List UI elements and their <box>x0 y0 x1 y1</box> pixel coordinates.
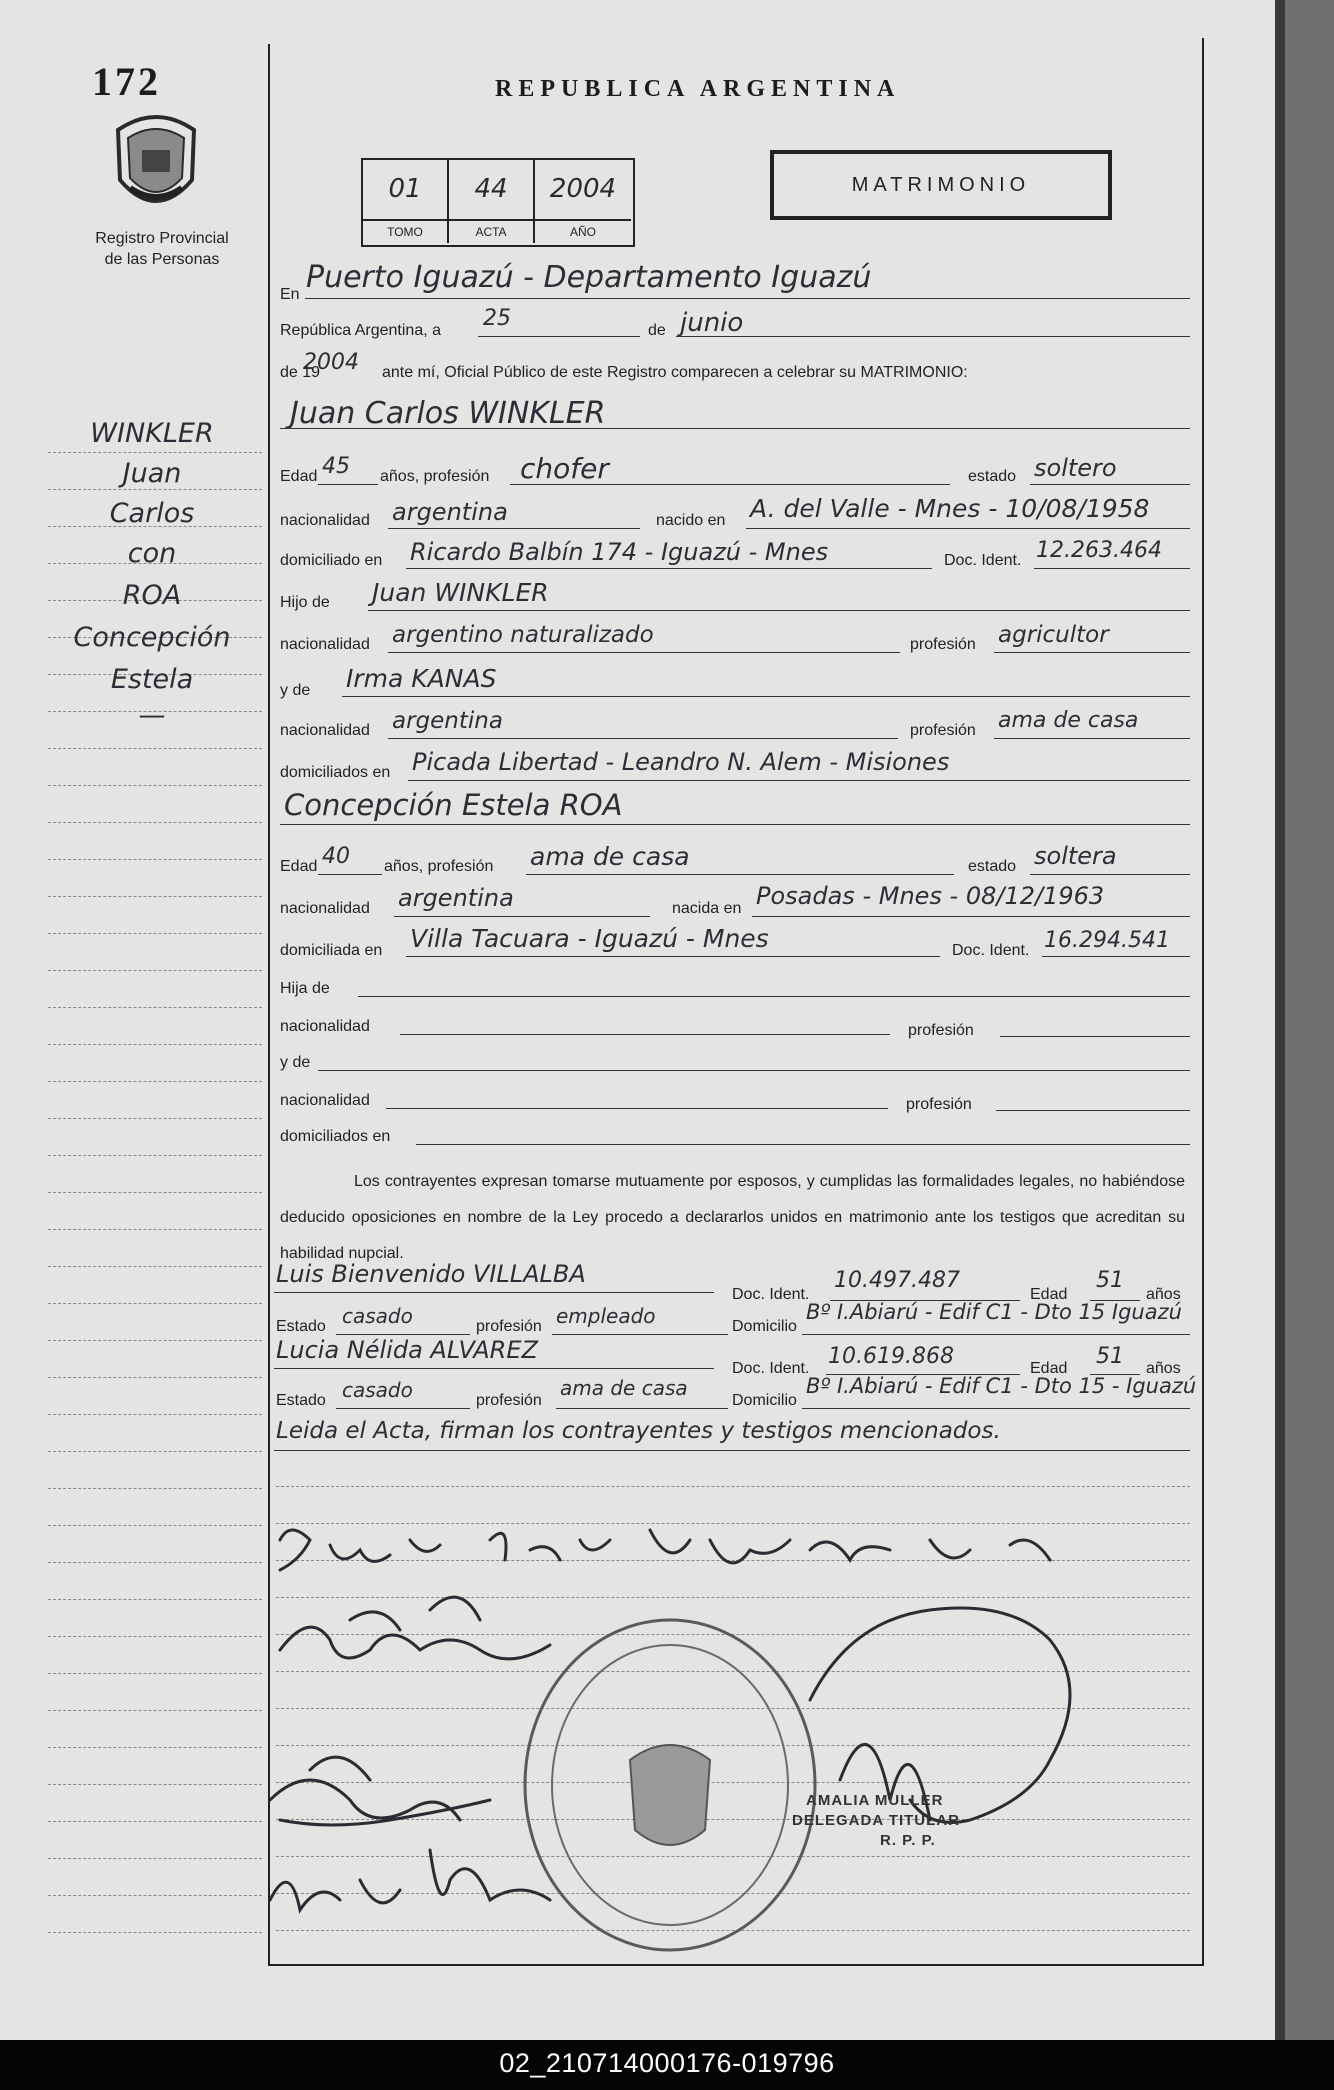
profesion1-line <box>510 484 950 485</box>
label-edad2: Edad <box>280 858 318 875</box>
label-anos-profesion1: años, profesión <box>380 468 490 485</box>
acta-cell <box>449 160 535 243</box>
testigo1-domicilio: Bº I.Abiarú - Edif C1 - Dto 15 Iguazú <box>806 1300 1182 1324</box>
bottom-border-line <box>268 1964 1204 1966</box>
contrayente1-domicilio: Ricardo Balbín 174 - Iguazú - Mnes <box>410 538 829 566</box>
margin-name2: Carlos <box>109 498 195 529</box>
domicilio1-line <box>406 568 932 569</box>
label-nacionalidad-padre: nacionalidad <box>280 636 370 653</box>
acta-label: ACTA <box>449 219 533 243</box>
nac4-line <box>386 1108 888 1109</box>
label-hijo-de: Hijo de <box>280 594 330 611</box>
contrayente1-profesion: chofer <box>520 452 609 485</box>
closing-line <box>274 1450 1190 1451</box>
testigo1-estado-line <box>336 1334 470 1335</box>
label-domicilio-t2: Domicilio <box>732 1392 797 1409</box>
estado1-line <box>1030 484 1190 485</box>
label-edad-t1: Edad <box>1030 1286 1068 1303</box>
testigo2-domicilio-line <box>802 1408 1190 1409</box>
contrayente1-estado: soltero <box>1034 454 1117 482</box>
hija-de-line <box>358 996 1190 997</box>
ruled-line <box>48 970 262 971</box>
contrayente2-domicilio: Villa Tacuara - Iguazú - Mnes <box>410 924 769 953</box>
footer-bar <box>0 2040 1334 2090</box>
label-doc-t2: Doc. Ident. <box>732 1360 810 1377</box>
lugar-line <box>305 298 1190 299</box>
dia-line <box>478 336 640 337</box>
edad1-line <box>318 484 378 485</box>
label-nacido-en: nacido en <box>656 512 726 529</box>
ruled-line <box>276 1486 1190 1487</box>
ruled-line <box>48 1784 262 1785</box>
declaration-text: Los contrayentes expresan tomarse mutuamente por esposos, y cumplidas las formalidades legales, no habiéndose deducido oposiciones en nombre de la Ley procedo a declararlos unidos en matrimonio ante los testigos que acreditan su habilidad nupcial. <box>280 1173 1185 1262</box>
madre-nac-line <box>388 738 898 739</box>
testigo1-doc: 10.497.487 <box>834 1268 960 1293</box>
contrayente1-nombre: Juan Carlos WINKLER <box>290 396 606 431</box>
acta-value: 44 <box>474 174 508 204</box>
testigo2-estado: casado <box>342 1378 413 1402</box>
testigo1-profesion-line <box>552 1334 728 1335</box>
testigo2-edad: 51 <box>1096 1344 1124 1369</box>
lugar-value: Puerto Iguazú - Departamento Iguazú <box>306 260 872 295</box>
label-anos-profesion2: años, profesión <box>384 858 494 875</box>
signatures-graphic <box>250 1500 1200 1960</box>
ruled-line <box>48 1044 262 1045</box>
registro-emblem-icon <box>108 110 204 220</box>
ruled-line <box>48 1562 262 1563</box>
contrayente2-doc: 16.294.541 <box>1044 928 1170 953</box>
ruled-line <box>48 1636 262 1637</box>
padre-line <box>368 610 1190 611</box>
prof3-line <box>1000 1036 1190 1037</box>
nacido-line <box>746 528 1190 529</box>
nac1-line <box>388 528 640 529</box>
label-profesion4: profesión <box>906 1096 972 1113</box>
ruled-line <box>48 1488 262 1489</box>
padre-prof-line <box>994 652 1190 653</box>
contrayente2-edad: 40 <box>322 844 350 869</box>
margin-name4: Estela <box>110 664 194 695</box>
label-domiciliados-en2: domiciliados en <box>280 1128 391 1145</box>
testigo1-edad: 51 <box>1096 1268 1124 1293</box>
acta-box <box>361 158 635 247</box>
closing-text: Leida el Acta, firman los contrayentes y testigos mencionados. <box>276 1418 1001 1444</box>
padre-nombre: Juan WINKLER <box>372 578 549 607</box>
edad2-line <box>318 874 382 875</box>
ruled-line <box>48 452 262 453</box>
testigo2-doc: 10.619.868 <box>828 1344 954 1369</box>
testigo1-nombre: Luis Bienvenido VILLALBA <box>276 1260 586 1288</box>
stamp-name: AMALIA MULLER <box>806 1792 944 1809</box>
contrayente2-nombre-line <box>280 824 1190 825</box>
label-estado-t2: Estado <box>276 1392 326 1409</box>
contrayente2-nacionalidad: argentina <box>398 884 514 912</box>
contrayente2-nacida: Posadas - Mnes - 08/12/1963 <box>756 882 1105 910</box>
madre-nacionalidad: argentina <box>392 708 503 734</box>
tomo-value: 01 <box>388 174 422 204</box>
tomo-cell <box>363 160 449 243</box>
margin-name3: Concepción <box>73 622 231 653</box>
ano-label: AÑO <box>535 219 631 243</box>
testigo2-profesion-line <box>556 1408 728 1409</box>
label-profesion3: profesión <box>908 1022 974 1039</box>
label-nacida-en: nacida en <box>672 900 742 917</box>
margin-dash: — <box>138 700 166 731</box>
dom3-line <box>416 1144 1190 1145</box>
label-doc-t1: Doc. Ident. <box>732 1286 810 1303</box>
contrayente2-profesion: ama de casa <box>530 842 690 871</box>
country-title: REPUBLICA ARGENTINA <box>495 76 901 102</box>
label-anos-t2: años <box>1146 1360 1181 1377</box>
label-estado2: estado <box>968 858 1017 875</box>
document-type-box <box>770 150 1112 220</box>
testigo2-domicilio: Bº I.Abiarú - Edif C1 - Dto 15 - Iguazú <box>806 1374 1197 1398</box>
label-domiciliados-en: domiciliados en <box>280 764 391 781</box>
padre-nacionalidad: argentino naturalizado <box>392 622 654 648</box>
ruled-line <box>48 822 262 823</box>
ruled-line <box>48 1747 262 1748</box>
ruled-line <box>48 859 262 860</box>
label-domiciliado-en: domiciliado en <box>280 552 383 569</box>
testigo2-profesion: ama de casa <box>560 1376 688 1400</box>
ruled-line <box>48 1007 262 1008</box>
ruled-line <box>48 1266 262 1267</box>
label-profesion-t1: profesión <box>476 1318 542 1335</box>
mes-line <box>676 336 1190 337</box>
registro-line2: de las Personas <box>104 251 220 268</box>
testigo2-nombre: Lucia Nélida ALVAREZ <box>276 1336 538 1364</box>
ruled-line <box>48 1303 262 1304</box>
padres-domicilio: Picada Libertad - Leandro N. Alem - Misiones <box>412 748 950 776</box>
label-domicilio-t1: Domicilio <box>732 1318 797 1335</box>
label-nacionalidad1: nacionalidad <box>280 512 370 529</box>
label-de: de <box>648 322 666 339</box>
madre-prof-line <box>994 738 1190 739</box>
ruled-line <box>48 1414 262 1415</box>
ruled-line <box>48 1081 262 1082</box>
ruled-line <box>48 1155 262 1156</box>
contrayente2-nombre: Concepción Estela ROA <box>284 788 623 822</box>
y-de2-line <box>318 1070 1190 1071</box>
label-estado-t1: Estado <box>276 1318 326 1335</box>
ruled-line <box>48 1525 262 1526</box>
ruled-line <box>48 1673 262 1674</box>
nac3-line <box>400 1034 890 1035</box>
label-comparecen: ante mí, Oficial Público de este Registro comparecen a celebrar su MATRIMONIO: <box>382 364 968 381</box>
profesion2-line <box>526 874 954 875</box>
testigo1-nombre-line <box>274 1292 714 1293</box>
domicilio2-line <box>406 956 940 957</box>
ruled-line <box>48 1599 262 1600</box>
mes-value: junio <box>680 308 744 338</box>
label-edad-t2: Edad <box>1030 1360 1068 1377</box>
label-estado1: estado <box>968 468 1017 485</box>
label-en: En <box>280 286 300 303</box>
label-y-de2: y de <box>280 1054 311 1071</box>
madre-nombre: Irma KANAS <box>346 664 497 693</box>
label-nacionalidad3: nacionalidad <box>280 1018 370 1035</box>
contrayente1-nacido: A. del Valle - Mnes - 10/08/1958 <box>750 494 1150 523</box>
margin-surname2: ROA <box>122 580 182 611</box>
testigo1-estado: casado <box>342 1304 413 1328</box>
doc1-line <box>1034 568 1190 569</box>
label-doc2: Doc. Ident. <box>952 942 1030 959</box>
prof4-line <box>996 1110 1190 1111</box>
label-profesion-padre: profesión <box>910 636 976 653</box>
ruled-line <box>48 896 262 897</box>
ruled-line <box>48 785 262 786</box>
madre-line <box>342 696 1190 697</box>
contrayente1-nacionalidad: argentina <box>392 498 508 526</box>
ruled-line <box>48 1895 262 1896</box>
label-y-de1: y de <box>280 682 311 699</box>
label-nacionalidad2: nacionalidad <box>280 900 370 917</box>
padres-dom-line <box>408 780 1190 781</box>
nac2-line <box>394 916 650 917</box>
label-profesion-t2: profesión <box>476 1392 542 1409</box>
ruled-line <box>48 1377 262 1378</box>
ruled-line <box>48 933 262 934</box>
folio-number: 172 <box>92 59 161 104</box>
ruled-line <box>48 1710 262 1711</box>
margin-name1: Juan <box>122 458 182 489</box>
contrayente1-doc: 12.263.464 <box>1036 538 1162 563</box>
ruled-line <box>48 1118 262 1119</box>
doc2-line <box>1042 956 1190 957</box>
label-edad1: Edad <box>280 468 318 485</box>
nacida-line <box>752 916 1190 917</box>
ruled-line <box>48 1858 262 1859</box>
label-hija-de: Hija de <box>280 980 330 997</box>
testigo2-estado-line <box>336 1408 470 1409</box>
label-republica: República Argentina, a <box>280 322 441 339</box>
ruled-line <box>48 489 262 490</box>
footer-id: 02_210714000176-019796 <box>499 2048 835 2078</box>
stamp-office: R. P. P. <box>880 1832 936 1849</box>
ruled-line <box>48 1192 262 1193</box>
label-nacionalidad4: nacionalidad <box>280 1092 370 1109</box>
label-anos-t1: años <box>1146 1286 1181 1303</box>
ruled-line <box>48 1821 262 1822</box>
ruled-line <box>48 1229 262 1230</box>
dia-value: 25 <box>483 306 511 331</box>
ruled-line <box>48 748 262 749</box>
ano-cell <box>535 160 631 243</box>
document-type: MATRIMONIO <box>851 174 1031 196</box>
contrayente1-nombre-line <box>280 428 1190 429</box>
right-border-line <box>1202 38 1204 1964</box>
ruled-line <box>48 1451 262 1452</box>
ruled-line <box>48 1932 262 1933</box>
ruled-line <box>48 1340 262 1341</box>
stamp-title: DELEGADA TITULAR <box>792 1812 960 1829</box>
ano-value: 2004 <box>549 174 617 204</box>
contrayente2-estado: soltera <box>1034 842 1117 870</box>
padre-nac-line <box>388 652 900 653</box>
margin-surname: WINKLER <box>90 418 214 449</box>
madre-profesion: ama de casa <box>998 708 1139 733</box>
label-nacionalidad-madre: nacionalidad <box>280 722 370 739</box>
testigo1-profesion: empleado <box>556 1304 656 1328</box>
tomo-label: TOMO <box>363 219 447 243</box>
estado2-line <box>1030 874 1190 875</box>
label-de19: de 19 <box>280 364 321 381</box>
testigo1-domicilio-line <box>802 1334 1190 1335</box>
margin-con: con <box>127 538 177 569</box>
book-edge <box>1275 0 1334 2040</box>
contrayente1-edad: 45 <box>322 454 350 479</box>
label-domiciliada-en: domiciliada en <box>280 942 383 959</box>
registro-title <box>72 228 252 270</box>
registro-line1: Registro Provincial <box>95 230 229 247</box>
ano-handwritten: 2004 <box>303 350 359 375</box>
label-doc1: Doc. Ident. <box>944 552 1022 569</box>
label-profesion-madre: profesión <box>910 722 976 739</box>
padre-profesion: agricultor <box>998 622 1109 648</box>
testigo2-nombre-line <box>274 1368 714 1369</box>
